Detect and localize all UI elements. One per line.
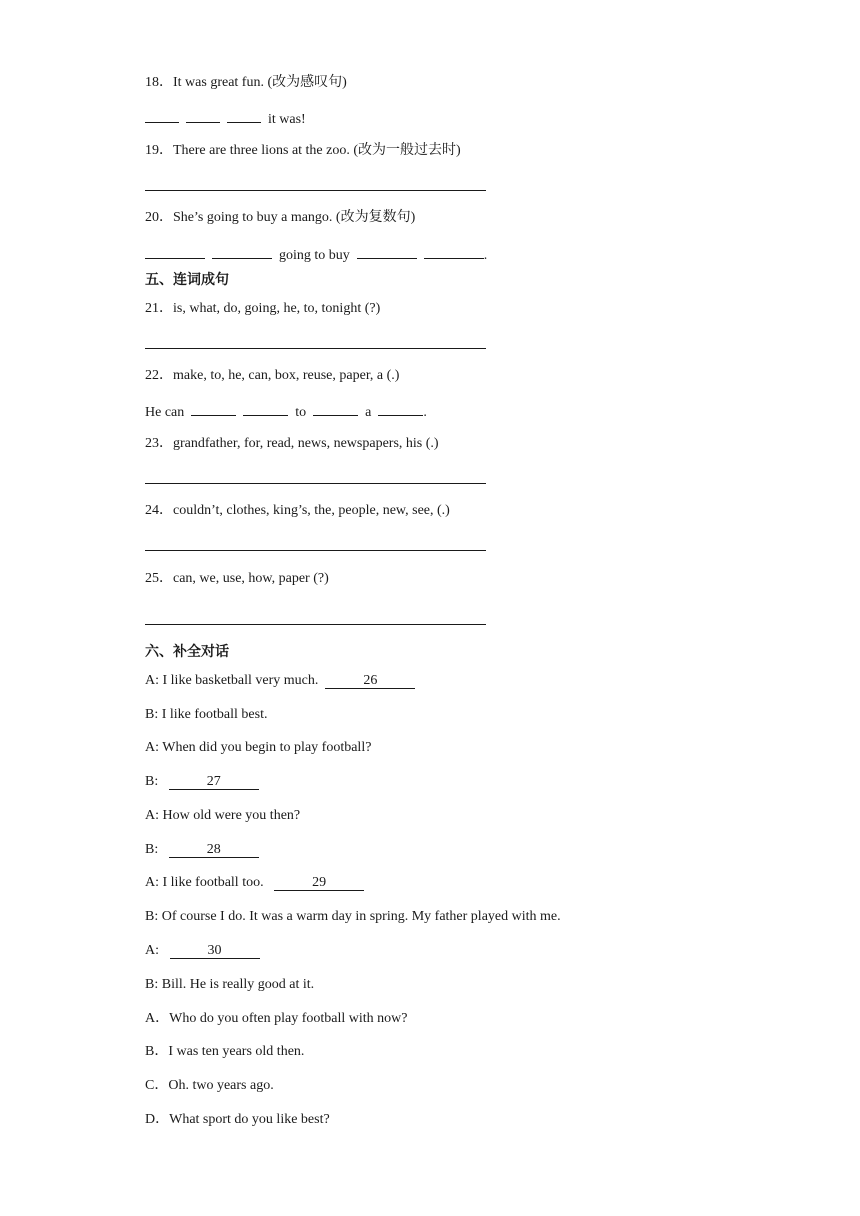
answer-22-a: a (365, 405, 372, 420)
answer-18 (145, 108, 306, 129)
blank[interactable] (243, 401, 288, 416)
dialog-text: B: (145, 774, 159, 789)
option-c: C．Oh. two years ago. (145, 1078, 274, 1093)
dialog-text: B: (145, 842, 159, 857)
dialog-line (145, 942, 260, 960)
blank-29[interactable]: 29 (274, 876, 364, 891)
blank[interactable] (212, 244, 272, 259)
dialog-line: B: Bill. He is really good at it. (145, 977, 315, 992)
option-b: B．I was ten years old then. (145, 1044, 305, 1059)
dialog-line (145, 841, 259, 859)
blank[interactable] (313, 401, 358, 416)
answer-20 (145, 244, 487, 265)
question-22: 22．make, to, he, can, box, reuse, paper, a (.) (145, 368, 400, 383)
dialog-text: A: I like basketball very much. (145, 673, 319, 688)
blank[interactable] (357, 244, 417, 259)
blank[interactable] (145, 108, 179, 123)
answer-20-end: . (483, 248, 488, 263)
dialog-text: A: I like football too. (145, 875, 264, 890)
blank[interactable] (145, 244, 205, 259)
dialog-line: A: When did you begin to play football? (145, 740, 372, 755)
dialog-line (145, 874, 364, 892)
blank-28[interactable]: 28 (169, 843, 259, 858)
dialog-text: A: (145, 943, 159, 958)
blank[interactable] (186, 108, 220, 123)
answer-22-to: to (295, 405, 307, 420)
question-19: 19．There are three lions at the zoo. (改为一般过去时) (145, 143, 461, 158)
answer-20-mid: going to buy (279, 248, 350, 263)
option-a: A．Who do you often play football with now? (145, 1011, 408, 1026)
blank[interactable] (378, 401, 423, 416)
question-21: 21．is, what, do, going, he, to, tonight (?) (145, 301, 381, 316)
dialog-line: B: I like football best. (145, 707, 268, 722)
dialog-line: B: Of course I do. It was a warm day in spring. My father played with me. (145, 909, 561, 924)
answer-22-lead: He can (145, 405, 185, 420)
answer-line-23[interactable] (145, 483, 486, 484)
section-title-5: 五、连词成句 (145, 272, 229, 288)
blank[interactable] (191, 401, 236, 416)
question-18: 18．It was great fun. (改为感叹句) (145, 75, 347, 90)
blank-30[interactable]: 30 (170, 944, 260, 959)
question-25: 25．can, we, use, how, paper (?) (145, 571, 329, 586)
section-title-6: 六、补全对话 (145, 644, 229, 660)
dialog-line (145, 773, 259, 791)
dialog-line: A: How old were you then? (145, 808, 301, 823)
answer-18-tail: it was! (268, 112, 306, 127)
answer-22-end: . (423, 405, 427, 420)
question-23: 23．grandfather, for, read, news, newspapers, his (.) (145, 436, 439, 451)
dialog-line (145, 672, 415, 690)
blank[interactable] (424, 244, 484, 259)
blank-26[interactable]: 26 (325, 674, 415, 689)
answer-line-21[interactable] (145, 348, 486, 349)
answer-line-24[interactable] (145, 550, 486, 551)
answer-22 (145, 401, 427, 422)
blank-27[interactable]: 27 (169, 775, 259, 790)
answer-line-19[interactable] (145, 190, 486, 191)
question-24: 24．couldn’t, clothes, king’s, the, people, new, see, (.) (145, 503, 450, 518)
answer-line-25[interactable] (145, 624, 486, 625)
question-20: 20．She’s going to buy a mango. (改为复数句) (145, 210, 416, 225)
blank[interactable] (227, 108, 261, 123)
option-d: D．What sport do you like best? (145, 1112, 330, 1127)
